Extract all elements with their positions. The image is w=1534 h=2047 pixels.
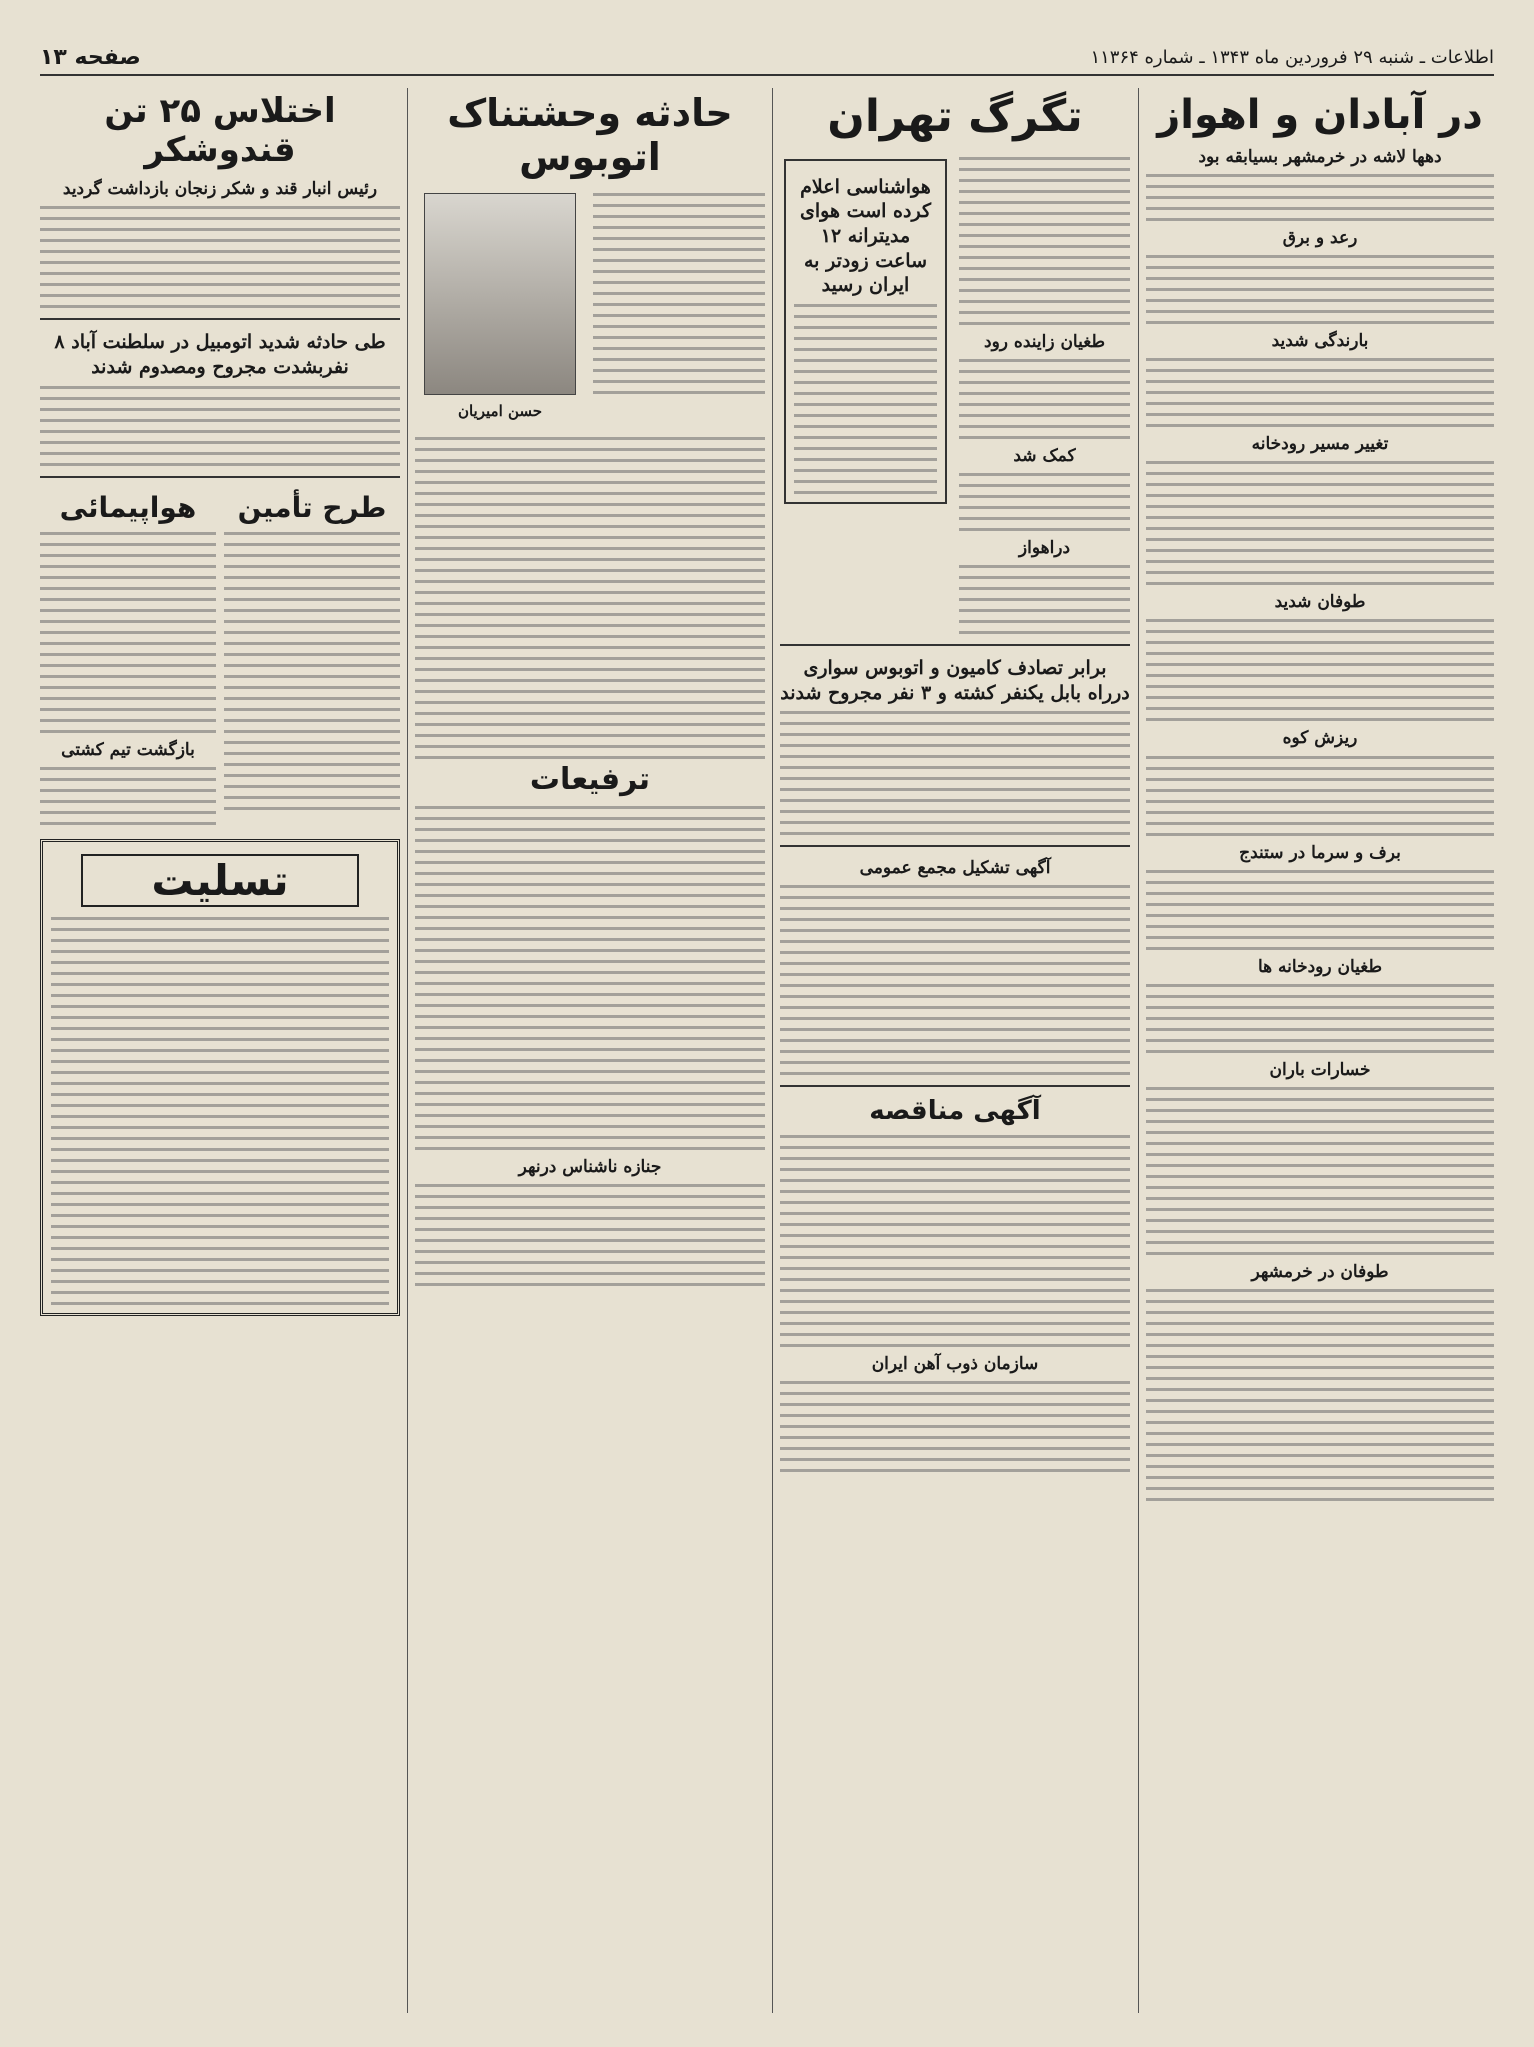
headline-embezzlement: اختلاس ۲۵ تن قندوشکر — [104, 91, 336, 171]
condolence-box — [40, 839, 400, 1316]
section-heading: تغییر مسیر رودخانه — [1251, 434, 1389, 455]
condolence-title: تسلیت — [81, 854, 359, 907]
headline-funeral: جنازه ناشناس درنهر — [518, 1156, 662, 1177]
column-embezzlement — [40, 88, 400, 2013]
weather-box-text: هواشناسی اعلام کرده است هوای مدیترانه ۱۲ ساعت زودتر به ایران رسید — [799, 175, 931, 297]
column-bus — [415, 88, 765, 2013]
column-rule — [407, 88, 408, 2013]
section-heading: بارندگی شدید — [1271, 331, 1369, 352]
portrait-photo — [424, 193, 576, 421]
photo-caption: حسن امیریان — [457, 402, 543, 421]
section-heading: طغیان زاینده رود — [984, 331, 1105, 352]
page-header — [40, 40, 1494, 76]
section-heading: طغیان رودخانه ها — [1257, 956, 1383, 977]
section-heading: رعد و برق — [1282, 228, 1358, 249]
column-rule — [772, 88, 773, 2013]
headline-promotions: ترفیعات — [529, 762, 651, 798]
section-heading: طوفان شدید — [1274, 592, 1366, 613]
subheadline-embezzlement: رئیس انبار قند و شکر زنجان بازداشت گردید — [62, 179, 378, 200]
headline-aviation: هواپیمائی — [59, 490, 197, 524]
notice-general-assembly: آگهی تشکیل مجمع عمومی — [859, 858, 1051, 879]
headline-accident-babol: برابر تصادف کامیون و اتوبوس سواری درراه بابل یکنفر کشته و ۳ نفر مجروح شدند — [780, 656, 1130, 704]
headline-tehran: تگرگ تهران — [827, 91, 1083, 142]
section-heading: خسارات باران — [1269, 1059, 1371, 1080]
headline-crash: طی حادثه شدید اتومبیل در سلطنت آباد ۸ نفربشدت مجروح ومصدوم شدند — [54, 331, 386, 378]
column-rule — [1138, 88, 1139, 2013]
tender-org: سازمان ذوب آهن ایران — [871, 1354, 1039, 1375]
notice-tender: آگهی مناقصه — [869, 1096, 1041, 1127]
newspaper-page — [40, 40, 1494, 2020]
section-heading: دراهواز — [1018, 537, 1071, 558]
column-tehran — [780, 88, 1130, 2013]
headline-bus: حادثه وحشتناک اتوبوس — [447, 91, 733, 179]
page-number: صفحه ۱۳ — [40, 44, 141, 70]
section-heading: ریزش کوه — [1282, 728, 1358, 749]
section-heading: کمک شد — [1013, 445, 1076, 466]
section-heading: برف و سرما در ستندج — [1239, 842, 1401, 863]
issue-info: اطلاعات ـ شنبه ۲۹ فروردین ماه ۱۳۴۳ ـ شماره ۱۱۳۶۴ — [1090, 46, 1494, 68]
weather-box — [784, 159, 947, 504]
subheadline-abadan: دهها لاشه در خرمشهر بسیابقه بود — [1198, 147, 1442, 167]
section-heading: بازگشت تیم کشتی — [61, 739, 195, 760]
section-heading: طوفان در خرمشهر — [1251, 1261, 1389, 1282]
headline-abadan: در آبادان و اهواز — [1157, 92, 1483, 138]
column-abadan — [1146, 88, 1494, 2013]
headline-insurance-plan: طرح تأمین — [237, 490, 387, 524]
